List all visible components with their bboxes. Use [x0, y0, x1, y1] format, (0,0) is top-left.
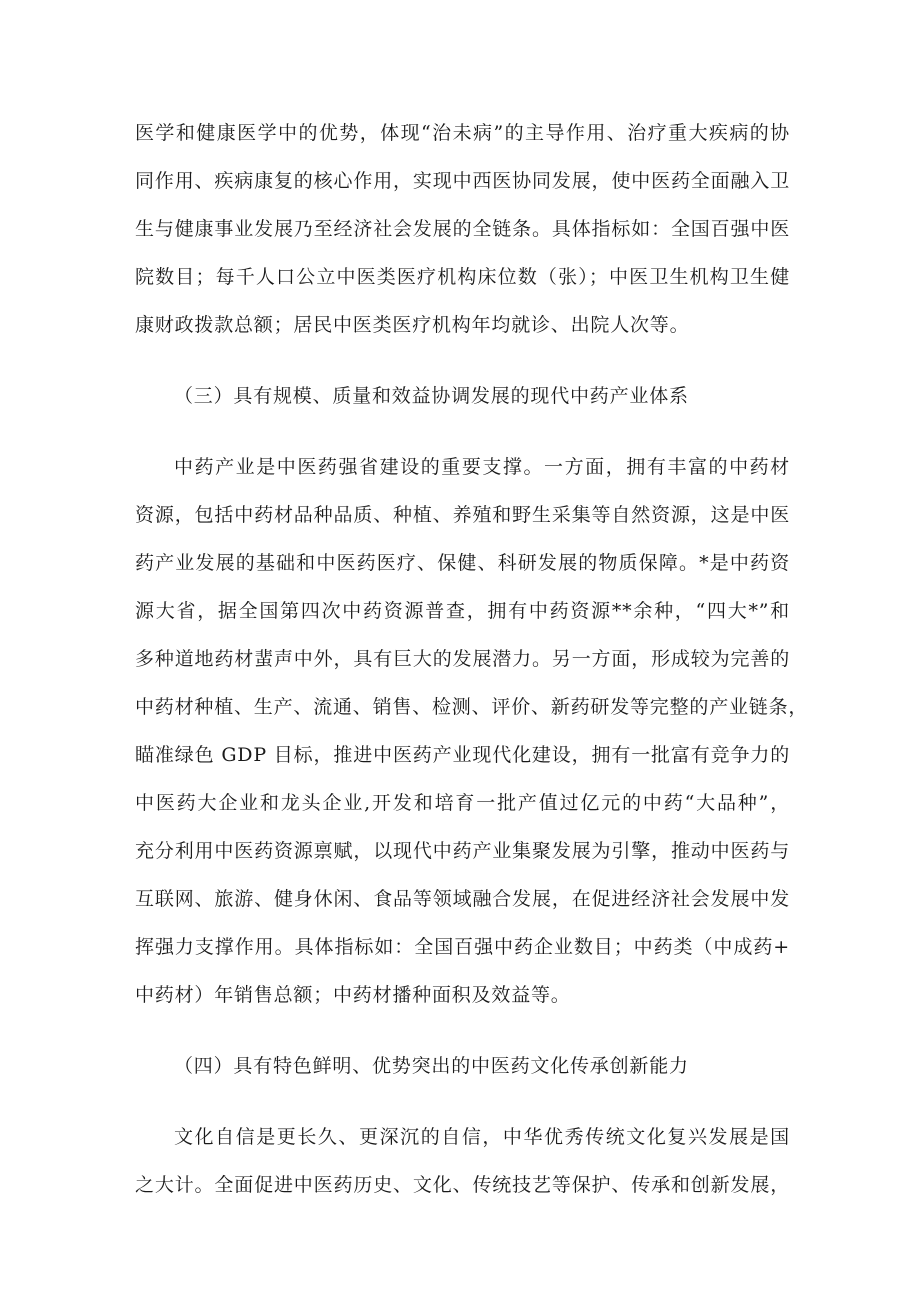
- paragraph-line: 资源，包括中药材品种品质、种植、养殖和野生采集等自然资源，这是中医: [135, 504, 790, 526]
- paragraph-line: 生与健康事业发展乃至经济社会发展的全链条。具体指标如：全国百强中医: [135, 218, 790, 240]
- paragraph-line: 康财政拨款总额；居民中医类医疗机构年均就诊、出院人次等。: [135, 314, 690, 336]
- paragraph-line: 互联网、旅游、健身休闲、食品等领域融合发展，在促进经济社会发展中发: [135, 888, 790, 910]
- paragraph-line: 中药产业是中医药强省建设的重要支撑。一方面，拥有丰富的中药材: [174, 456, 790, 478]
- paragraph-line: 中药材种植、生产、流通、销售、检测、评价、新药研发等完整的产业链条，: [135, 696, 809, 718]
- paragraph-line: 文化自信是更长久、更深沉的自信，中华优秀传统文化复兴发展是国: [174, 1126, 790, 1148]
- paragraph-line: 同作用、疾病康复的核心作用，实现中西医协同发展，使中医药全面融入卫: [135, 170, 790, 192]
- paragraph-line: 源大省，据全国第四次中药资源普查，拥有中药资源**余种，“四大*”和: [135, 600, 790, 622]
- section-heading: （三）具有规模、质量和效益协调发展的现代中药产业体系: [174, 385, 689, 407]
- paragraph-line: 之大计。全面促进中医药历史、文化、传统技艺等保护、传承和创新发展，: [135, 1174, 790, 1196]
- paragraph-line: 中医药大企业和龙头企业,开发和培育一批产值过亿元的中药“大品种”，: [135, 792, 790, 814]
- paragraph-line: 挥强力支撑作用。具体指标如：全国百强中药企业数目；中药类（中成药+: [135, 936, 790, 958]
- section-heading: （四）具有特色鲜明、优势突出的中医药文化传承创新能力: [174, 1055, 689, 1077]
- paragraph-line: 多种道地药材蜚声中外，具有巨大的发展潜力。另一方面，形成较为完善的: [135, 648, 790, 670]
- paragraph-line: 瞄准绿色 GDP 目标，推进中医药产业现代化建设，拥有一批富有竞争力的: [135, 744, 790, 766]
- paragraph-line: 中药材）年销售总额；中药材播种面积及效益等。: [135, 984, 571, 1006]
- paragraph-line: 院数目；每千人口公立中医类医疗机构床位数（张）；中医卫生机构卫生健: [135, 266, 790, 288]
- paragraph-line: 充分利用中医药资源禀赋，以现代中药产业集聚发展为引擎，推动中医药与: [135, 840, 790, 862]
- paragraph-line: 药产业发展的基础和中医药医疗、保健、科研发展的物质保障。*是中药资: [135, 552, 790, 574]
- paragraph-line: 医学和健康医学中的优势，体现“治未病”的主导作用、治疗重大疾病的协: [135, 122, 790, 144]
